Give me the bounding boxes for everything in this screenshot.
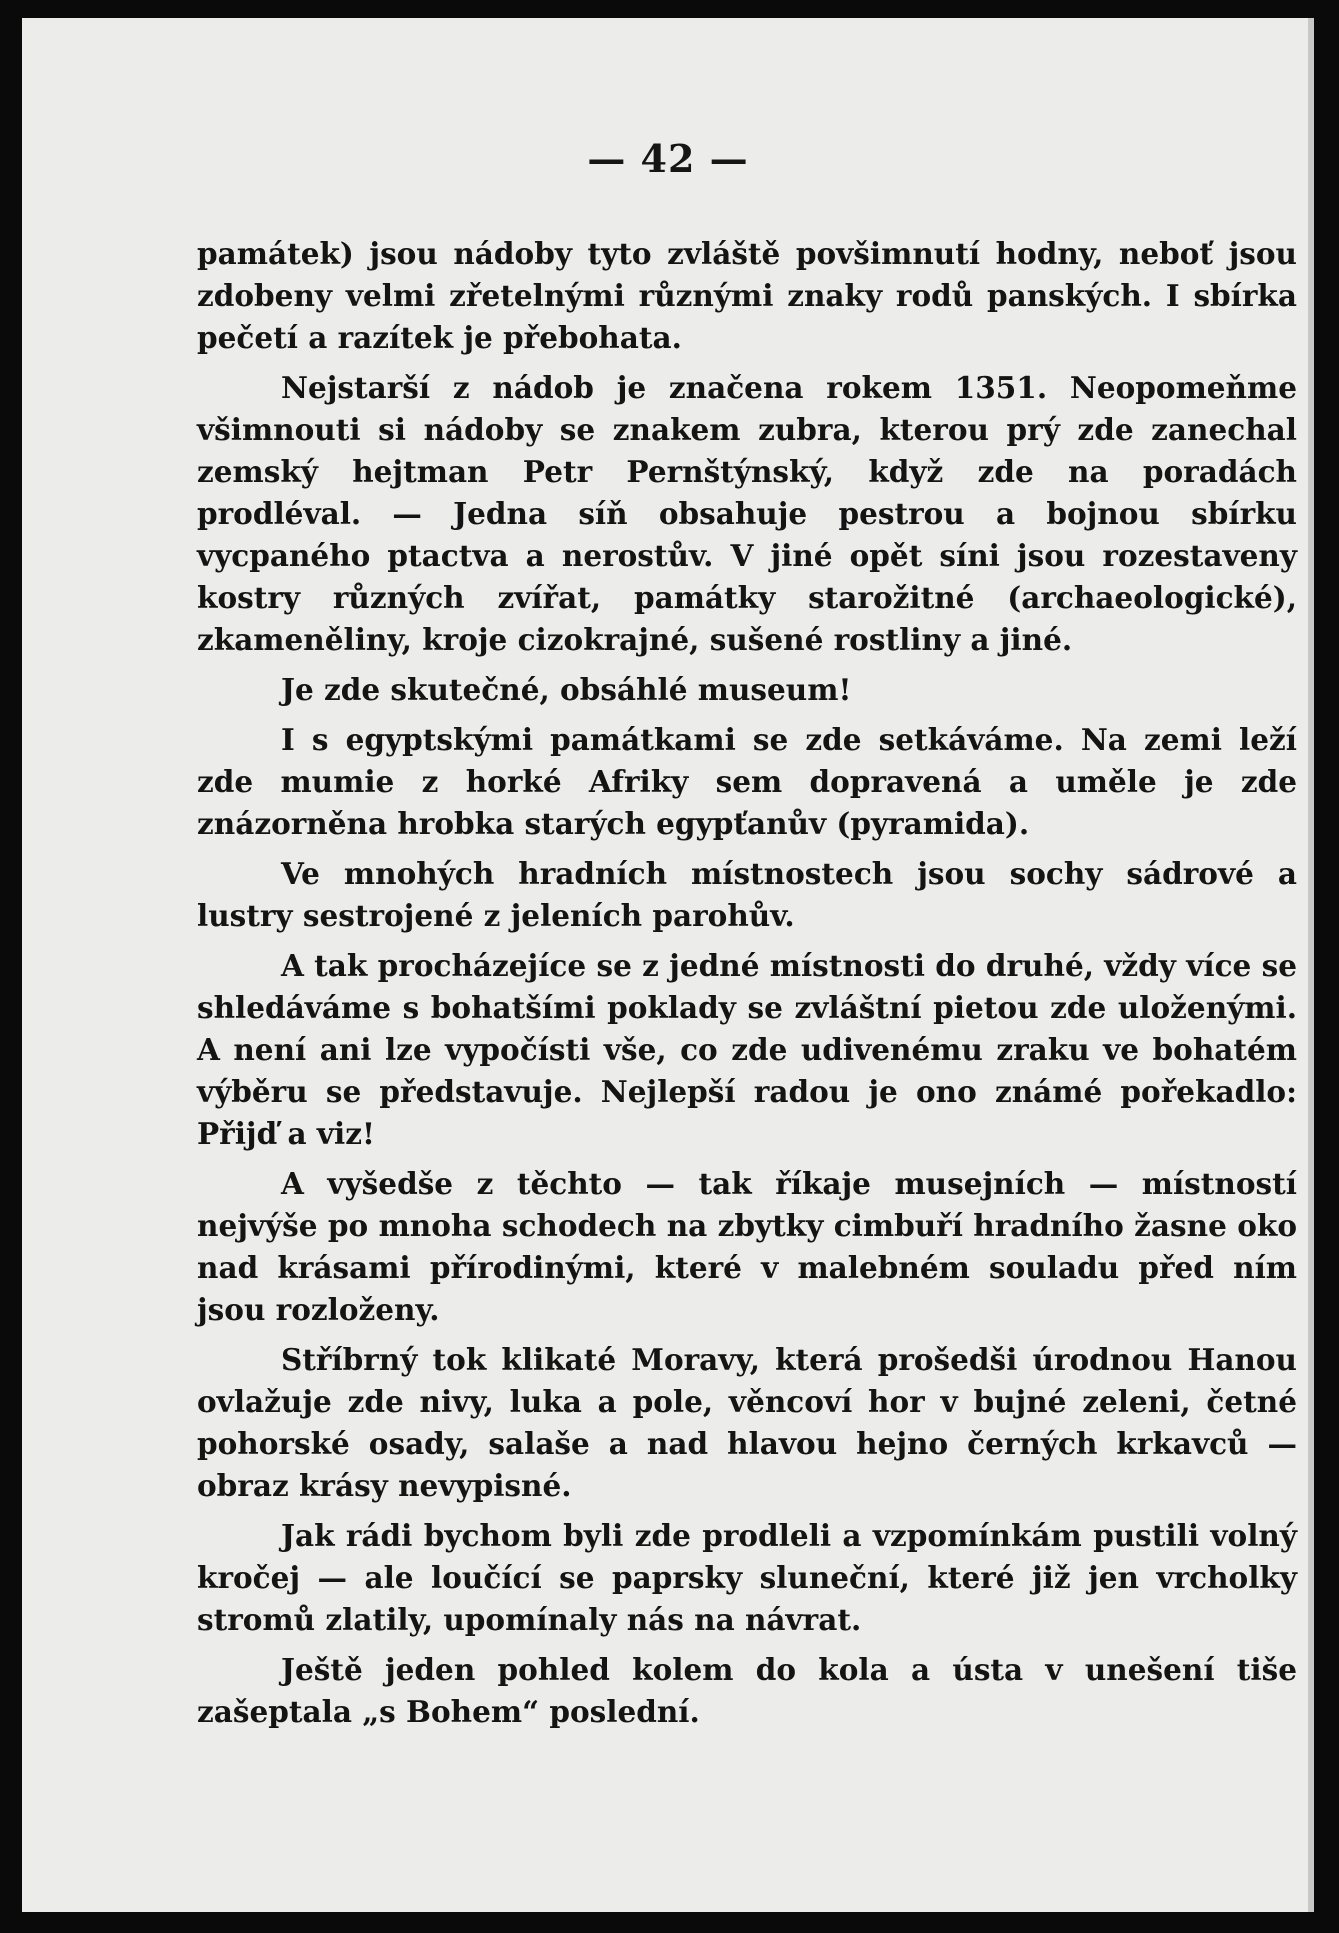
- paragraph-5: Ve mnohých hradních místnostech jsou sochy sádrové a lustry sestrojené z jeleních parohův.: [197, 856, 1297, 933]
- body-text: [197, 233, 1297, 1741]
- paragraph-7: A vyšedše z těchto — tak říkaje musejních — místností nejvýše po mnoha schodech na zbytky cimbuří hradního žasne oko nad krásami přírodinými, které v malebném souladu před ním jsou rozloženy.: [197, 1166, 1297, 1327]
- paragraph-4: I s egyptskými památkami se zde setkáváme. Na zemi leží zde mumie z horké Afriky sem dopravená a uměle je zde znázorněna hrobka starých egypťanův (pyramida).: [197, 722, 1297, 841]
- paragraph-8: Stříbrný tok klikaté Moravy, která prošedši úrodnou Hanou ovlažuje zde nivy, luka a pole, věncoví hor v bujné zeleni, četné pohorské osady, salaše a nad hlavou hejno černých krkavců — obraz krásy nevypisné.: [197, 1342, 1297, 1503]
- paragraph-9: Jak rádi bychom byli zde prodleli a vzpomínkám pustili volný kročej — ale loučící se paprsky sluneční, které již jen vrcholky stromů zlatily, upomínaly nás na návrat.: [197, 1518, 1297, 1637]
- paragraph-10: Ještě jeden pohled kolem do kola a ústa v unešení tiše zašeptala „s Bohem“ poslední.: [197, 1652, 1297, 1729]
- paragraph-3: Je zde skutečné, obsáhlé museum!: [281, 672, 852, 707]
- paragraph-6: A tak procházejíce se z jedné místnosti do druhé, vždy více se shledáváme s bohatšími poklady se zvláštní pietou zde uloženými. A není ani lze vypočísti vše, co zde udivenému zraku ve bohatém výběru se představuje. Nejlepší radou je ono známé pořekadlo: Přijď a viz!: [197, 948, 1297, 1151]
- page-number: — 42 —: [587, 136, 749, 181]
- page-edge-shadow: [1308, 18, 1314, 1912]
- book-page: [22, 18, 1314, 1912]
- paragraph-1: památek) jsou nádoby tyto zvláště povšimnutí hodny, neboť jsou zdobeny velmi zřetelnými různými znaky rodů panských. I sbírka pečetí a razítek je přebohata.: [197, 236, 1297, 355]
- paragraph-2: Nejstarší z nádob je značena rokem 1351. Neopomeňme všimnouti si nádoby se znakem zubra, kterou prý zde zanechal zemský hejtman Petr Pernštýnský, když zde na poradách prodléval. — Jedna síň obsahuje pestrou a bojnou sbírku vycpaného ptactva a nerostův. V jiné opět síni jsou rozestaveny kostry různých zvířat, památky starožitné (archaeologické), zkameněliny, kroje cizokrajné, sušené rostliny a jiné.: [197, 370, 1297, 657]
